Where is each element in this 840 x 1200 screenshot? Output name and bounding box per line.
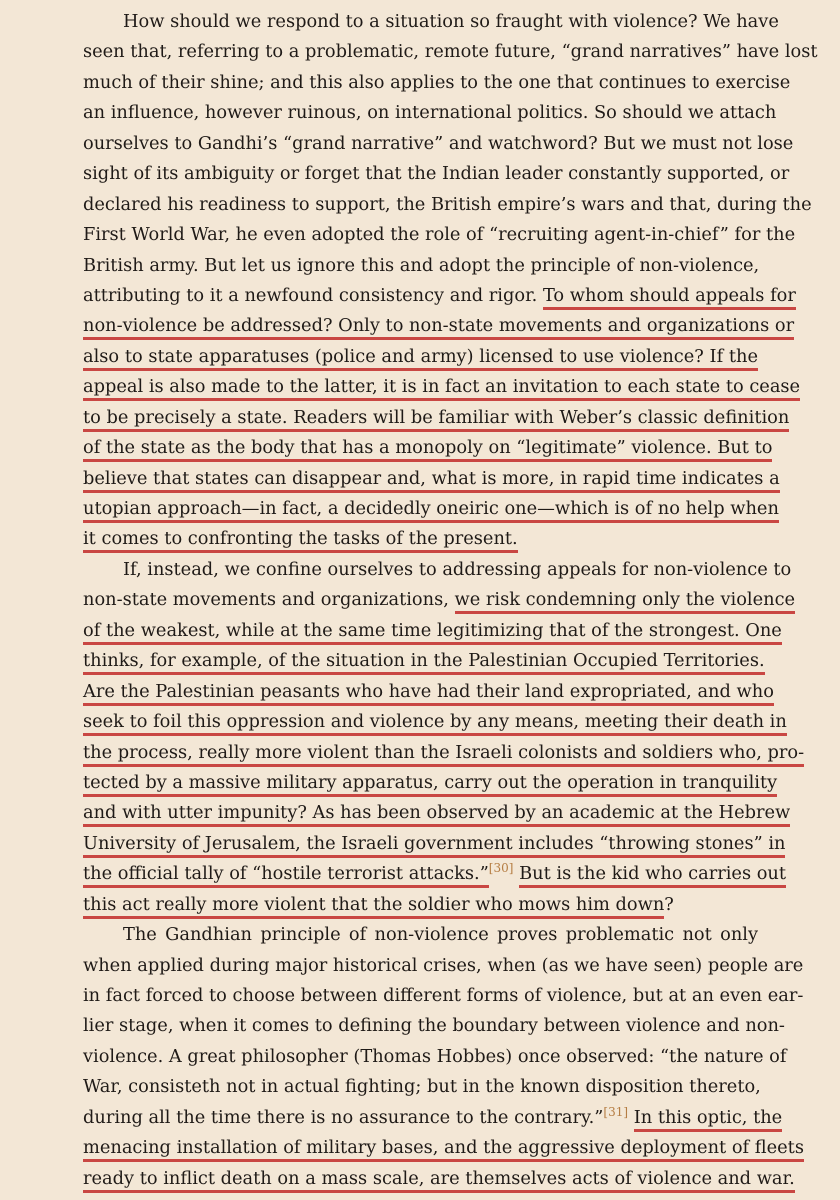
text-line bbox=[83, 494, 779, 524]
text-line bbox=[83, 1133, 804, 1163]
text-fragment: British army. But let us ignore this and adopt the principle of non-violence, bbox=[83, 254, 760, 276]
highlighted-text: To whom should appeals for bbox=[543, 285, 796, 310]
text-line bbox=[83, 951, 804, 981]
highlighted-text: of the state as the body that has a monopoly on “legitimate” violence. But to bbox=[83, 437, 772, 462]
text-line bbox=[83, 859, 787, 889]
text-line bbox=[83, 281, 796, 311]
text-line bbox=[83, 1011, 785, 1041]
text-line bbox=[83, 555, 792, 585]
highlighted-text: believe that states can disappear and, what is more, in rapid time indicates a bbox=[83, 468, 780, 493]
text-fragment: The Gandhian principle of non-violence proves problematic not only bbox=[123, 924, 758, 946]
text-fragment: sight of its ambiguity or forget that the Indian leader constantly supported, or bbox=[83, 163, 790, 185]
highlighted-text: non-violence be addressed? Only to non-state movements and organizations or bbox=[83, 315, 794, 340]
paragraph-1 bbox=[83, 7, 818, 555]
text-line bbox=[83, 372, 801, 402]
text-line bbox=[83, 403, 790, 433]
paragraph-2 bbox=[83, 555, 805, 920]
highlighted-text: of the weakest, while at the same time legitimizing that of the strongest. One bbox=[83, 620, 782, 645]
text-fragment: non-state movements and organizations, bbox=[83, 589, 449, 611]
text-fragment: How should we respond to a situation so fraught with violence? We have bbox=[123, 11, 779, 32]
highlighted-text: it comes to confronting the tasks of the present. bbox=[83, 528, 518, 553]
highlighted-text: But is the kid who carries out bbox=[519, 863, 786, 888]
text-fragment: ourselves to Gandhi’s “grand narrative” and watchword? But we must not lose bbox=[83, 132, 794, 154]
text-fragment: violence. A great philosopher (Thomas Hobbes) once observed: “the nature of bbox=[83, 1045, 787, 1067]
highlighted-text: and with utter impunity? As has been observed by an academic at the Hebrew bbox=[83, 802, 790, 827]
text-fragment: declared his readiness to support, the British empire’s wars and that, during the bbox=[83, 193, 812, 215]
text-line bbox=[83, 585, 796, 615]
text-line bbox=[83, 829, 786, 859]
footnote-marker[interactable]: [31] bbox=[603, 1104, 629, 1119]
text-line bbox=[83, 707, 787, 737]
top-spacing bbox=[83, 0, 758, 7]
text-line bbox=[83, 677, 774, 707]
text-fragment: an influence, however ruinous, on international politics. So should we attach bbox=[83, 102, 777, 124]
text-line bbox=[83, 524, 758, 554]
text-fragment: If, instead, we confine ourselves to addressing appeals for non-violence to bbox=[123, 558, 792, 580]
text-line bbox=[83, 159, 790, 189]
highlighted-text: appeal is also made to the latter, it is in fact an invitation to each state to cease bbox=[83, 376, 800, 401]
text-line bbox=[83, 768, 778, 798]
text-line bbox=[83, 464, 780, 494]
footnote-marker[interactable]: [30] bbox=[488, 861, 514, 876]
highlighted-text: to be precisely a state. Readers will be familiar with Weber’s classic definition bbox=[83, 407, 789, 432]
text-line bbox=[83, 920, 758, 950]
text-line bbox=[83, 342, 758, 372]
highlighted-text: tected by a massive military apparatus, carry out the operation in tranquility bbox=[83, 772, 777, 797]
text-fragment: when applied during major historical crises, when (as we have seen) people are bbox=[83, 954, 804, 976]
text-fragment: ? bbox=[664, 893, 674, 915]
highlighted-text: In this optic, the bbox=[634, 1107, 783, 1132]
highlighted-text: also to state apparatuses (police and army) licensed to use violence? If the bbox=[83, 346, 758, 371]
highlighted-text: ready to inflict death on a mass scale, are themselves acts of violence and war. bbox=[83, 1168, 795, 1193]
text-line bbox=[83, 37, 818, 67]
text-line bbox=[83, 1042, 787, 1072]
highlighted-text: the process, really more violent than the Israeli colonists and soldiers who, pro- bbox=[83, 742, 804, 767]
text-line bbox=[83, 738, 805, 768]
highlighted-text: we risk condemning only the violence bbox=[455, 589, 796, 614]
text-fragment: during all the time there is no assurance to the contrary.” bbox=[83, 1106, 604, 1128]
text-line bbox=[83, 1164, 795, 1194]
highlighted-text: seek to foil this oppression and violence by any means, meeting their death in bbox=[83, 711, 787, 736]
text-fragment: First World War, he even adopted the role of “recruiting agent-in-chief” for the bbox=[83, 224, 796, 246]
highlighted-text: the official tally of “hostile terrorist attacks.” bbox=[83, 863, 489, 888]
text-fragment: attributing to it a newfound consistency and rigor. bbox=[83, 284, 538, 306]
text-fragment: much of their shine; and this also applies to the one that continues to exercise bbox=[83, 71, 791, 93]
highlighted-text: this act really more violent that the soldier who mows him down bbox=[83, 894, 664, 919]
text-line bbox=[83, 616, 782, 646]
text-line bbox=[83, 1072, 761, 1102]
text-line bbox=[83, 190, 812, 220]
text-line bbox=[83, 798, 791, 828]
text-line bbox=[83, 68, 791, 98]
text-line bbox=[83, 646, 765, 676]
highlighted-text: menacing installation of military bases, and the aggressive deployment of fleets bbox=[83, 1137, 804, 1162]
highlighted-text: University of Jerusalem, the Israeli government includes “throwing stones” in bbox=[83, 833, 785, 858]
text-line bbox=[83, 7, 779, 37]
text-line bbox=[83, 433, 773, 463]
text-line bbox=[83, 129, 794, 159]
highlighted-text: thinks, for example, of the situation in the Palestinian Occupied Territories. bbox=[83, 650, 765, 675]
highlighted-text: utopian approach—in fact, a decidedly oneiric one—which is of no help when bbox=[83, 498, 779, 523]
text-line bbox=[83, 311, 795, 341]
text-line bbox=[83, 98, 777, 128]
text-line bbox=[83, 981, 804, 1011]
text-line bbox=[83, 251, 758, 281]
text-line bbox=[83, 220, 796, 250]
text-line bbox=[83, 1103, 783, 1133]
paragraph-3 bbox=[83, 920, 804, 1194]
text-fragment: lier stage, when it comes to defining the boundary between violence and non- bbox=[83, 1015, 785, 1037]
text-fragment: War, consisteth not in actual fighting; but in the known disposition thereto, bbox=[83, 1076, 761, 1098]
text-line bbox=[83, 890, 758, 920]
text-fragment: seen that, referring to a problematic, remote future, “grand narratives” have lost bbox=[83, 41, 818, 63]
highlighted-text: Are the Palestinian peasants who have had their land expropriated, and who bbox=[83, 681, 774, 706]
text-fragment: in fact forced to choose between different forms of violence, but at an even ear- bbox=[83, 985, 804, 1006]
